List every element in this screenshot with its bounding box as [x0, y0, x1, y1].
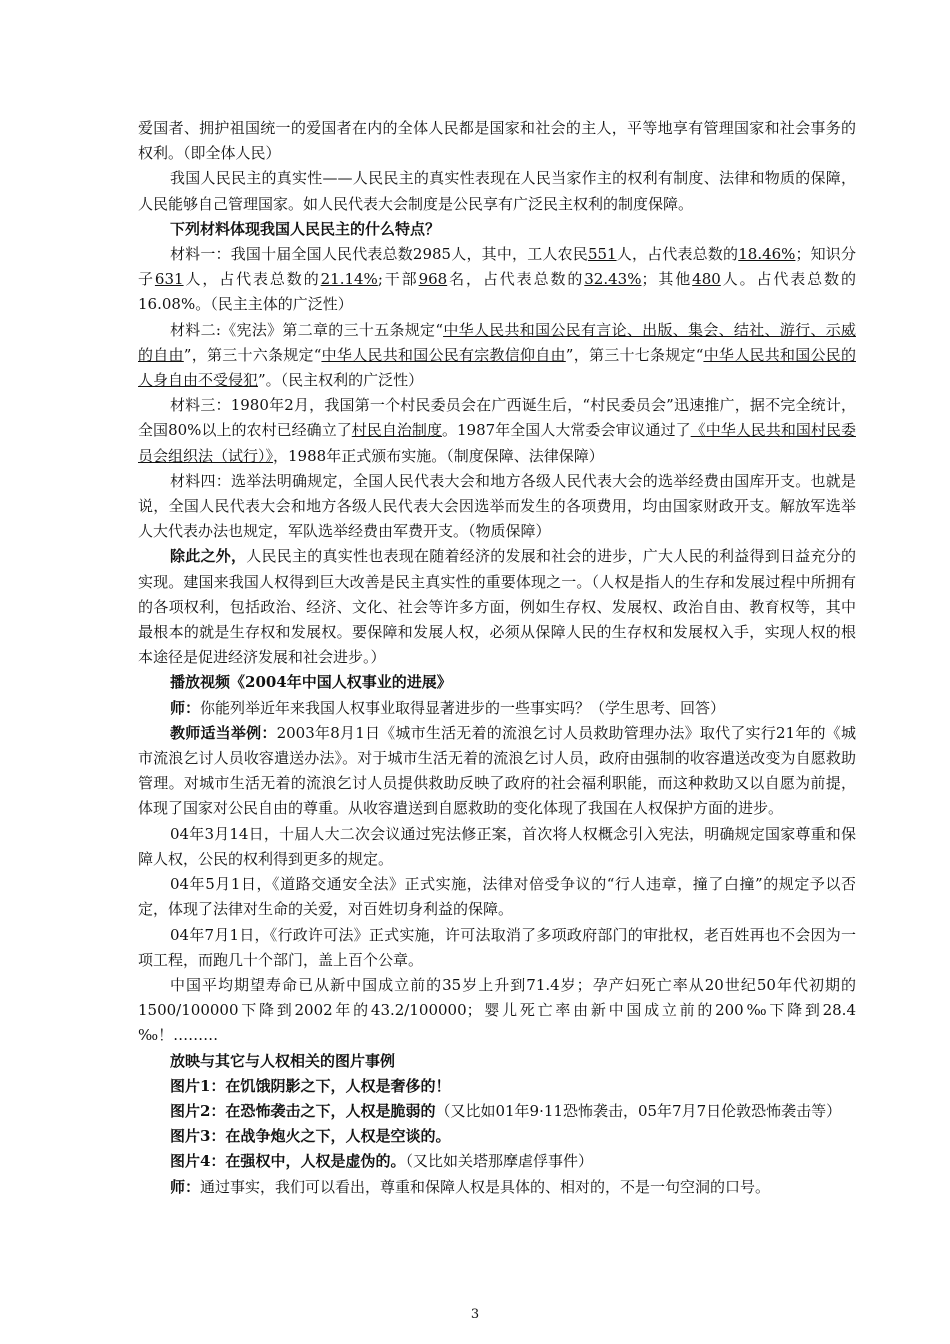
- paragraph-authenticity: 我国人民民主的真实性——人民民主的真实性表现在人民当家作主的权利有制度、法律和物质的保障，人民能够自己管理国家。如人民代表大会制度是公民享有广泛民主权利的制度保障。: [138, 169, 856, 213]
- number-551: 551: [587, 245, 617, 264]
- teacher-example: 教师适当举例：2003年8月1日《城市生活无着的流浪乞讨人员救助管理办法》取代了实行21年的《城市流浪乞讨人员收容遣送办法》。对于城市生活无着的流浪乞讨人员，政府由强制的收容遣送改变为自愿救助管理。对城市生活无着的流浪乞讨人员提供救助反映了政府的社会福利职能，而这种救助又以自愿为前提，体现了国家对公民自由的尊重。从收容遣送到自愿救助的变化体现了我国在人权保护方面的进步。: [138, 723, 856, 818]
- material-4: 材料四：选举法明确规定，全国人民代表大会和地方各级人民代表大会的选举经费由国库开支。也就是说，全国人民代表大会和地方各级人民代表大会因选举而发生的各项费用，均由国家财政开支。解放军选举人大代表办法也规定，军队选举经费由军费开支。（物质保障）: [138, 471, 856, 541]
- life-expectancy-paragraph: 中国平均期望寿命已从新中国成立前的35岁上升到71.4岁；孕产妇死亡率从20世纪50年代初期的1500/100000下降到2002年的43.2/100000；婴儿死亡率由新中国成立前的200‰下降到28.4 ‰！………: [138, 975, 856, 1045]
- number-968: 968: [418, 270, 448, 289]
- video-heading: 播放视频《2004年中国人权事业的进展》: [170, 673, 452, 692]
- picture-4-caption: 图片4：在强权中，人权是虚伪的。（又比如关塔那摩虐俘事件）: [170, 1152, 593, 1171]
- event-2004-05: 04年5月1日，《道路交通安全法》正式实施，法律对倍受争议的“行人违章，撞了白撞”的规定予以否定，体现了法律对生命的关爱，对百姓切身利益的保障。: [138, 875, 856, 919]
- percent-32-43: 32.43%: [584, 270, 642, 289]
- teacher-conclusion: 师：通过事实，我们可以看出，尊重和保障人权是具体的、相对的，不是一句空洞的口号。: [170, 1177, 771, 1196]
- material-3: 材料三：1980年2月，我国第一个村民委员会在广西诞生后，“村民委员会”迅速推广，据不完全统计，全国80%以上的农村已经确立了村民自治制度。1987年全国人大常委会审议通过了《中华人民共和国村民委员会组织法（试行）》，1988年正式颁布实施。（制度保障、法律保障）: [138, 396, 856, 465]
- event-2004-07: 04年7月1日，《行政许可法》正式实施，许可法取消了多项政府部门的审批权，老百姓再也不会因为一项工程，而跑几十个部门，盖上百个公章。: [138, 925, 856, 969]
- village-committee-law: 《中华人民共和国村民委员会组织法（试行）》: [138, 421, 856, 465]
- picture-1-caption: 图片1：在饥饿阴影之下，人权是奢侈的！: [170, 1076, 451, 1095]
- article-35-text: 中华人民共和国公民有言论、出版、集会、结社、游行、示威的自由: [138, 320, 856, 364]
- paragraph-besides: 除此之外，人民民主的真实性也表现在随着经济的发展和社会的进步，广大人民的利益得到日益充分的实现。建国来我国人权得到巨大改善是民主真实性的重要体现之一。（人权是指人的生存和发展过程中所拥有的各项权利，包括政治、经济、文化、社会等许多方面，例如生存权、发展权、政治自由、教育权等，其中最根本的就是生存权和发展权。要保障和发展人权，必须从保障人民的生存权和发展权入手，实现人权的根本途径是促进经济发展和社会进步。）: [138, 547, 856, 667]
- number-631: 631: [154, 270, 184, 289]
- teacher-question: 师：你能列举近年来我国人权事业取得显著进步的一些事实吗？（学生思考、回答）: [170, 698, 726, 717]
- picture-3-caption: 图片3：在战争炮火之下，人权是空谈的。: [170, 1127, 451, 1146]
- page-content: [138, 116, 856, 1200]
- picture-2-caption: 图片2：在恐怖袭击之下，人权是脆弱的（又比如01年9·11恐怖袭击，05年7月7日伦敦恐怖袭击等）: [170, 1101, 842, 1120]
- paragraph-continuation: 爱国者、拥护祖国统一的爱国者在内的全体人民都是国家和社会的主人，平等地享有管理国家和社会事务的权利。（即全体人民）: [138, 119, 856, 163]
- percent-21-14: 21.14%: [320, 270, 378, 289]
- percent-18-46: 18.46%: [738, 245, 796, 264]
- pictures-heading: 放映与其它与人权相关的图片事例: [170, 1051, 396, 1070]
- number-480: 480: [692, 270, 721, 289]
- event-2004-03: 04年3月14日，十届人大二次会议通过宪法修正案，首次将人权概念引入宪法，明确规定国家尊重和保障人权，公民的权利得到更多的规定。: [138, 824, 856, 868]
- village-autonomy-system: 村民自治制度: [351, 421, 442, 440]
- material-2: 材料二:《宪法》第二章的三十五条规定“中华人民共和国公民有言论、出版、集会、结社、游行、示威的自由”，第三十六条规定“中华人民共和国公民有宗教信仰自由”，第三十七条规定“中华人民共和国公民的人身自由不受侵犯”。（民主权利的广泛性）: [138, 320, 856, 390]
- material-1: 材料一：我国十届全国人民代表总数2985人，其中，工人农民551人，占代表总数的18.46%；知识分子631人，占代表总数的21.14%;干部968名，占代表总数的32.43%；其他480人。占代表总数的16.08%。（民主主体的广泛性）: [138, 245, 856, 314]
- question-heading: 下列材料体现我国人民民主的什么特点？: [170, 219, 441, 238]
- page-number: 3: [470, 1307, 480, 1322]
- article-36-text: 中华人民共和国公民有宗教信仰自由: [321, 345, 566, 364]
- article-37-text: 中华人民共和国公民的人身自由不受侵犯: [138, 345, 856, 390]
